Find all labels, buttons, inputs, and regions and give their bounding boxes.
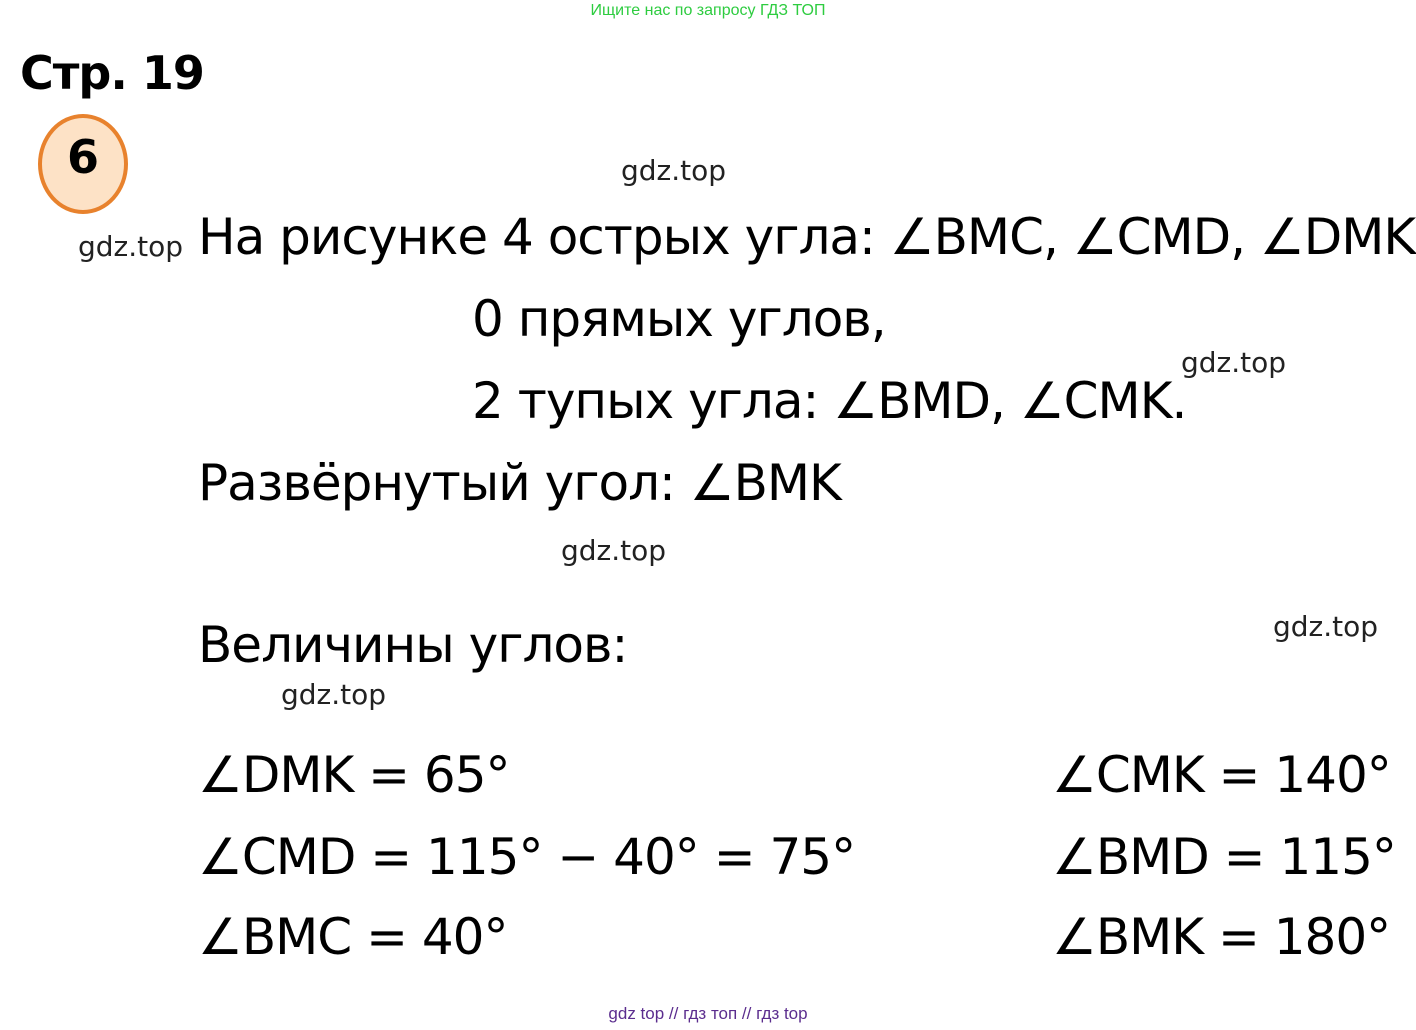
- angle-value-bmd: ∠BMD = 115°: [1052, 828, 1396, 886]
- watermark: gdz.top: [561, 534, 667, 567]
- angle-value-bmk: ∠BMK = 180°: [1052, 908, 1391, 966]
- angle-values-heading: Величины углов:: [198, 616, 628, 674]
- search-hint: Ищите нас по запросу ГДЗ ТОП: [590, 2, 826, 19]
- acute-angles-line: На рисунке 4 острых угла: ∠BMC, ∠CMD, ∠DMK: [198, 208, 1416, 266]
- angle-value-dmk: ∠DMK = 65°: [198, 746, 510, 804]
- footer-links: gdz top // гдз топ // гдз top: [608, 1004, 808, 1023]
- task-number: 6: [66, 130, 99, 184]
- watermark: gdz.top: [1181, 346, 1287, 379]
- page-title: Стр. 19: [20, 46, 204, 100]
- angle-value-cmk: ∠CMK = 140°: [1052, 746, 1391, 804]
- obtuse-angles-line: 2 тупых угла: ∠BMD, ∠CMK.: [472, 372, 1187, 430]
- task-number-badge: [38, 114, 128, 214]
- watermark: gdz.top: [1273, 610, 1379, 643]
- right-angles-line: 0 прямых углов,: [472, 290, 886, 348]
- angle-value-cmd: ∠CMD = 115° − 40° = 75°: [198, 828, 856, 886]
- straight-angle-line: Развёрнутый угол: ∠BMK: [198, 454, 841, 512]
- angle-value-bmc: ∠BMC = 40°: [198, 908, 508, 966]
- watermark: gdz.top: [281, 678, 387, 711]
- watermark: gdz.top: [621, 154, 727, 187]
- watermark: gdz.top: [78, 230, 184, 263]
